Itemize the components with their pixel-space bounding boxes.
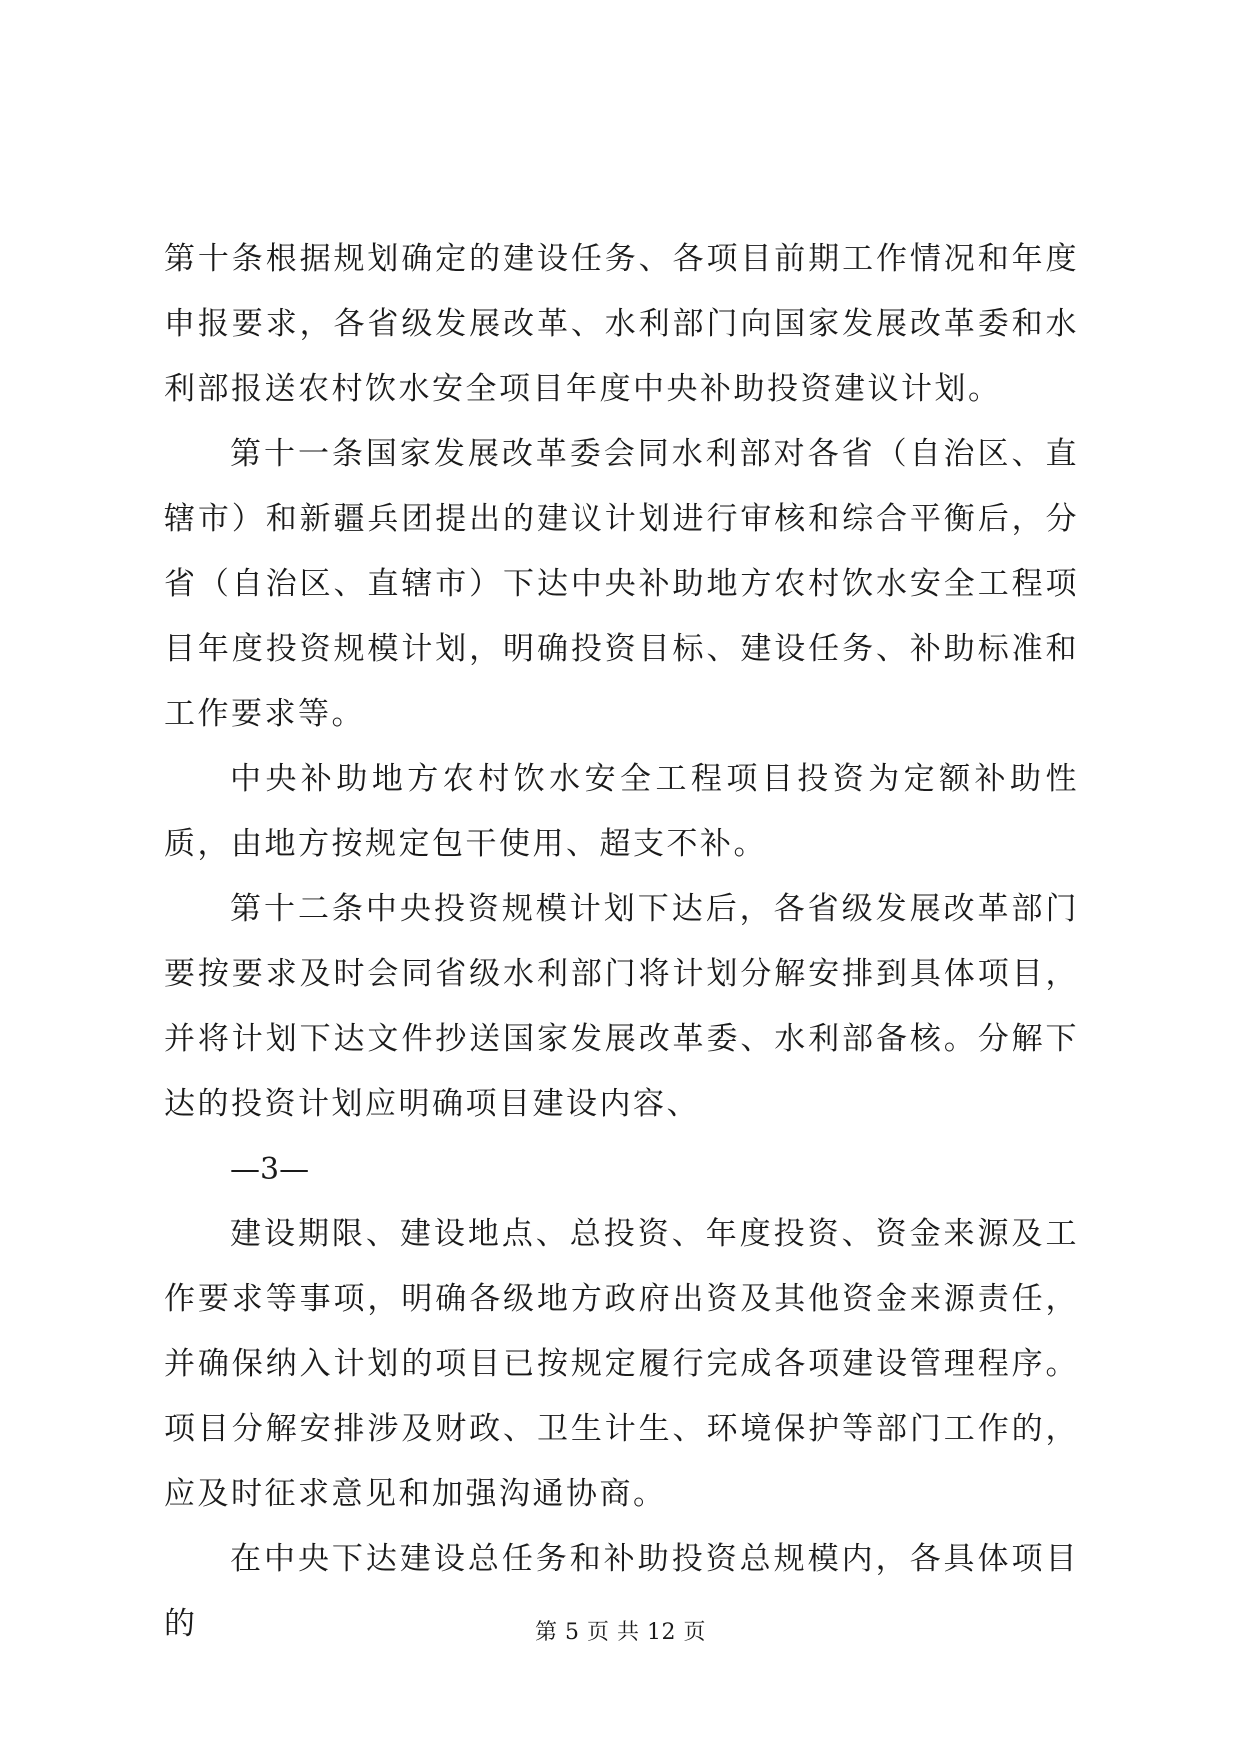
page-footer: 第 5 页 共 12 页 bbox=[535, 1620, 706, 1645]
paragraph-article-11: 第十一条国家发展改革委会同水利部对各省（自治区、直辖市）和新疆兵团提出的建议计划进行审核和综合平衡后，分省（自治区、直辖市）下达中央补助地方农村饮水安全工程项目年度投资规模计划，明确投资目标、建设任务、补助标准和工作要求等。 bbox=[164, 436, 1079, 732]
paragraph-central-task: 在中央下达建设总任务和补助投资总规模内，各具体项目的 bbox=[164, 1541, 1079, 1642]
paragraph-article-12: 第十二条中央投资规模计划下达后，各省级发展改革部门要按要求及时会同省级水利部门将计划分解安排到具体项目，并将计划下达文件抄送国家发展改革委、水利部备核。分解下达的投资计划应明确项目建设内容、 bbox=[164, 891, 1079, 1122]
document-body bbox=[164, 227, 1079, 1657]
paragraph-construction-details: 建设期限、建设地点、总投资、年度投资、资金来源及工作要求等事项，明确各级地方政府出资及其他资金来源责任，并确保纳入计划的项目已按规定履行完成各项建设管理程序。项目分解安排涉及财政、卫生计生、环境保护等部门工作的，应及时征求意见和加强沟通协商。 bbox=[164, 1216, 1079, 1512]
paragraph-article-10: 第十条根据规划确定的建设任务、各项目前期工作情况和年度申报要求，各省级发展改革、水利部门向国家发展改革委和水利部报送农村饮水安全项目年度中央补助投资建议计划。 bbox=[164, 241, 1079, 407]
paragraph-subsidy-nature: 中央补助地方农村饮水安全工程项目投资为定额补助性质，由地方按规定包干使用、超支不补。 bbox=[164, 761, 1079, 862]
inline-page-marker: —3— bbox=[230, 1152, 310, 1187]
